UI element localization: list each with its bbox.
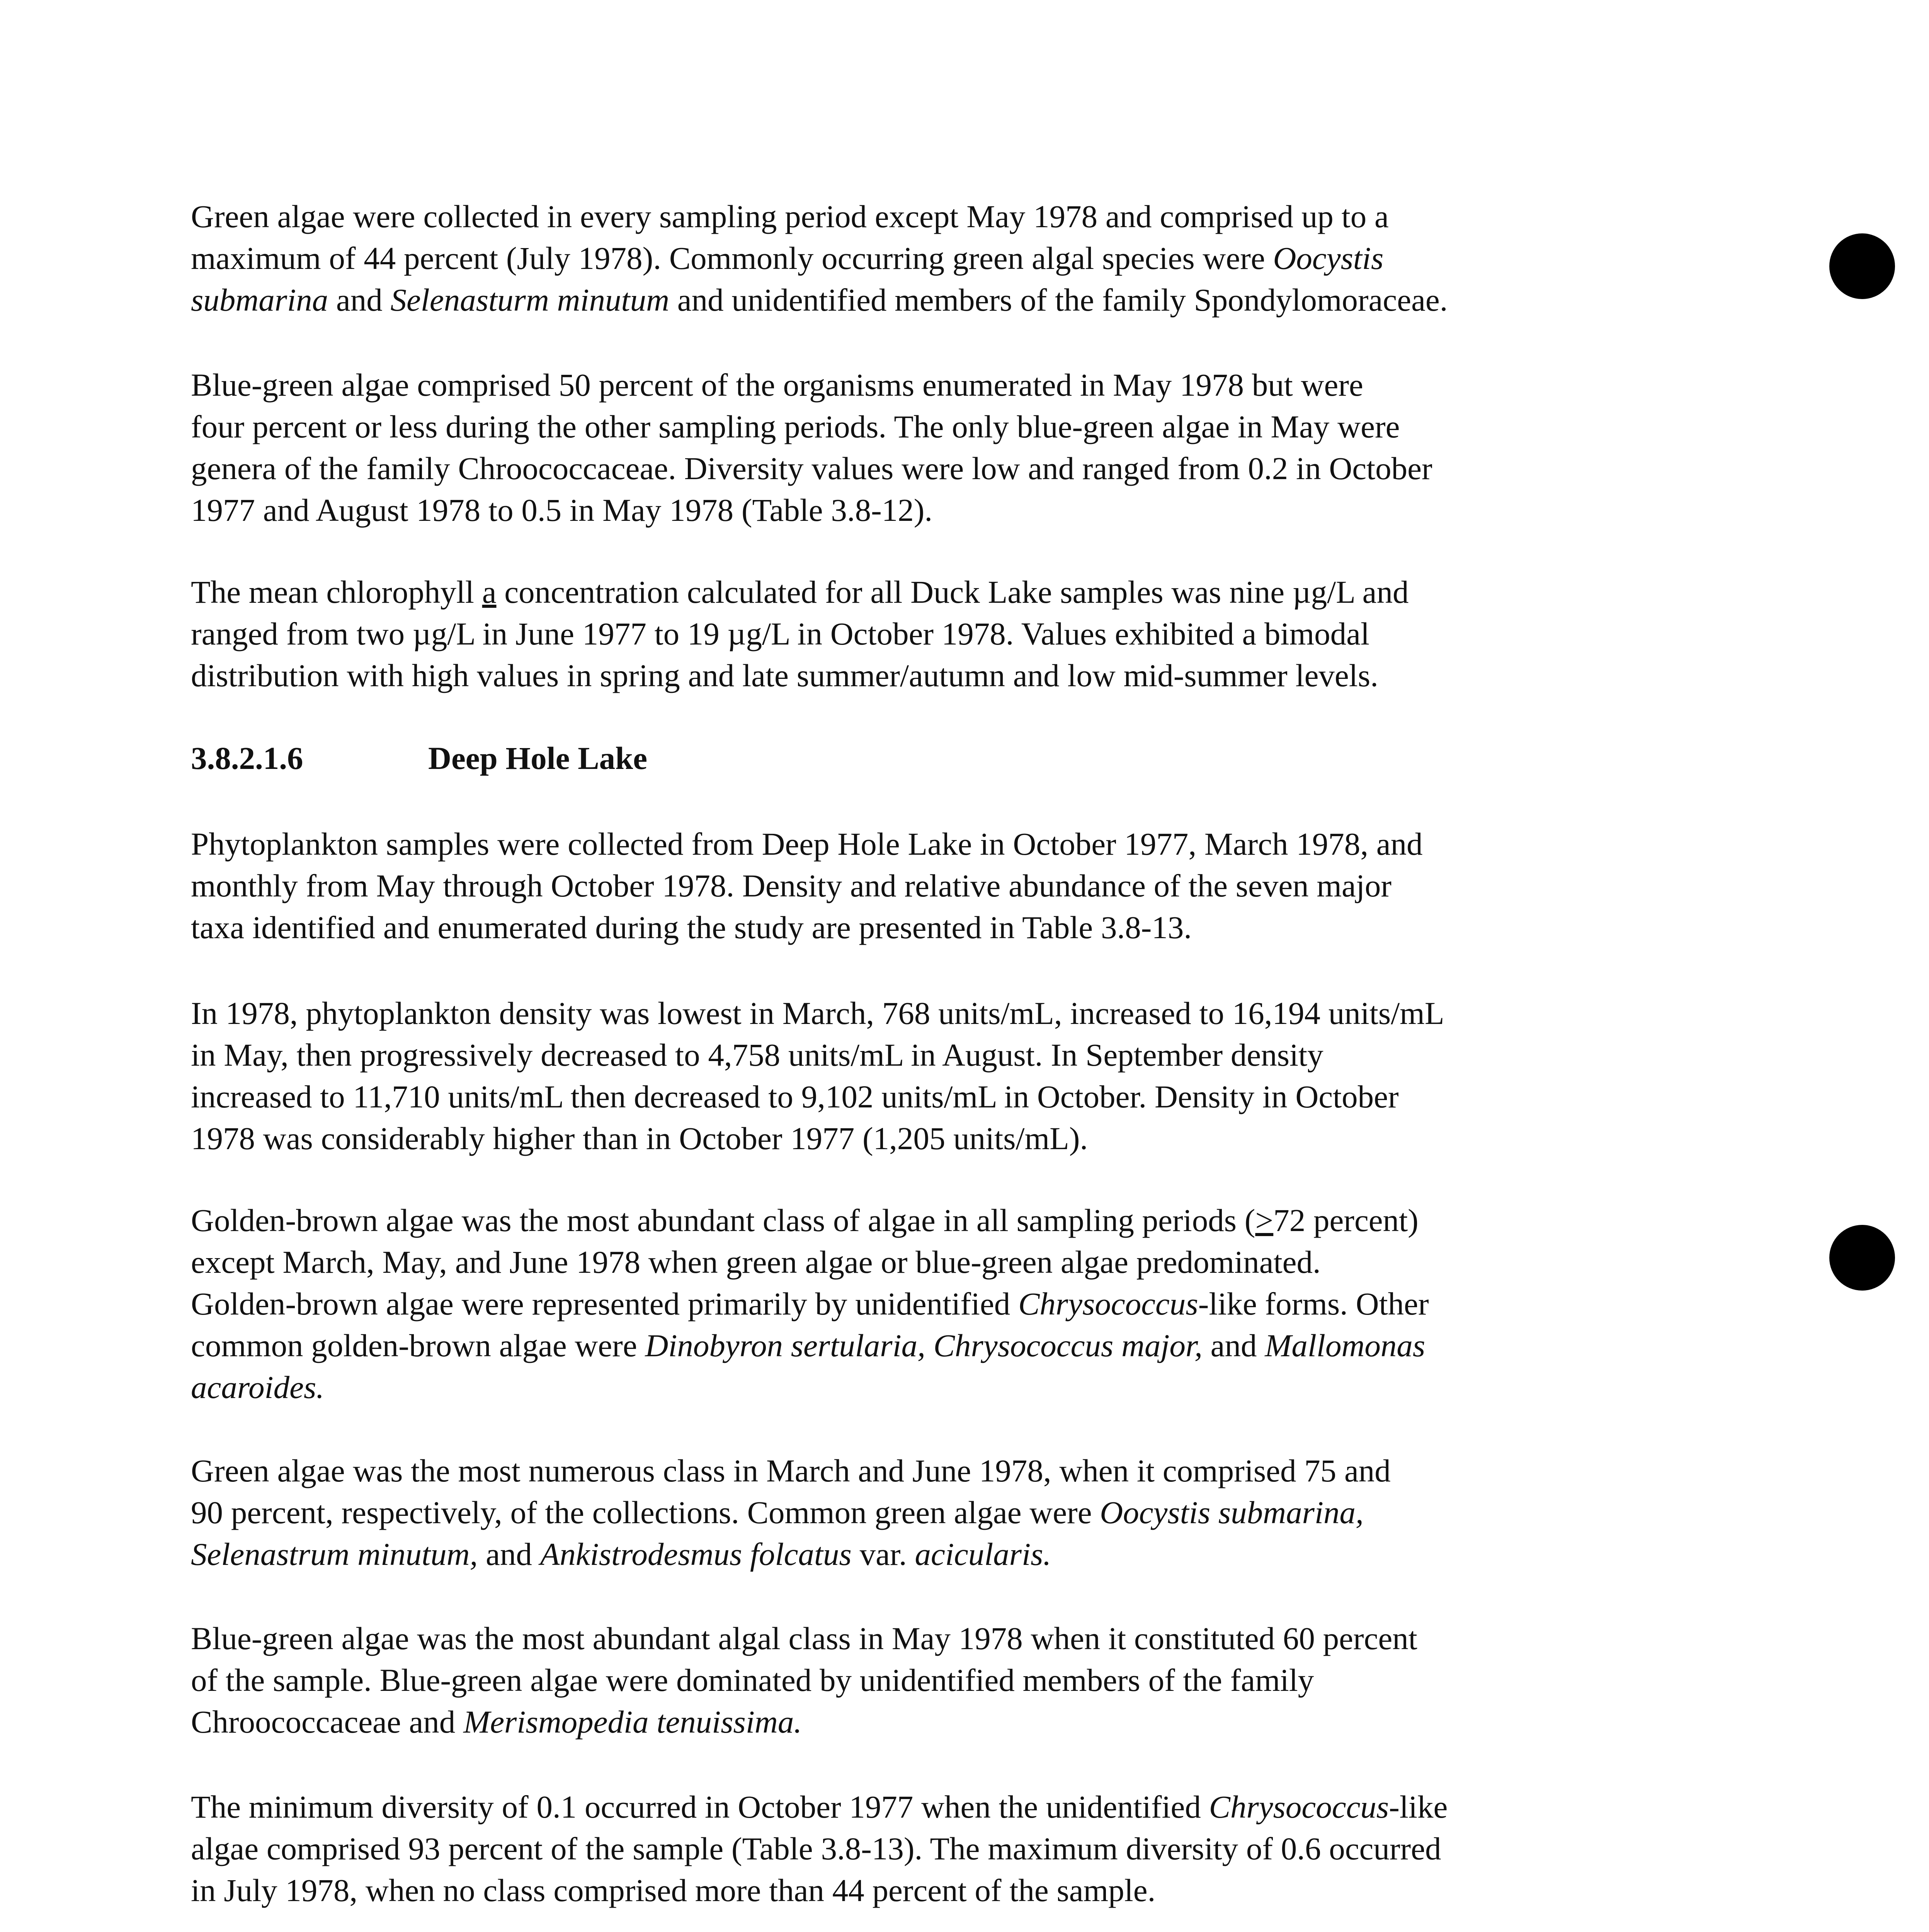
- text-line: 1977 and August 1978 to 0.5 in May 1978 (Table 3.8-12).: [191, 492, 933, 528]
- text-line: in May, then progressively decreased to 4,758 units/mL in August. In September density: [191, 1037, 1323, 1073]
- punch-hole-middle: [1829, 1225, 1895, 1291]
- text-line: ranged from two µg/L in June 1977 to 19 µg/L in October 1978. Values exhibited a bimodal: [191, 616, 1370, 651]
- text-line: increased to 11,710 units/mL then decreased to 9,102 units/mL in October. Density in October: [191, 1079, 1399, 1114]
- text-line: The mean chlorophyll a concentration calculated for all Duck Lake samples was nine µg/L and: [191, 574, 1409, 610]
- text-line: distribution with high values in spring and late summer/autumn and low mid-summer levels.: [191, 658, 1378, 693]
- paragraph-blue-green-duck: [191, 364, 1743, 531]
- text-line: except March, May, and June 1978 when green algae or blue-green algae predominated.: [191, 1244, 1321, 1280]
- text-line: common golden-brown algae were Dinobyron sertularia, Chrysococcus major, and Mallomonas: [191, 1328, 1425, 1363]
- paragraph-chlorophyll-duck: [191, 571, 1743, 696]
- section-title: Deep Hole Lake: [428, 740, 648, 776]
- text-line: Selenastrum minutum, and Ankistrodesmus folcatus var. acicularis.: [191, 1536, 1051, 1572]
- section-number: 3.8.2.1.6: [191, 740, 303, 776]
- paragraph-deep-hole-samples: [191, 823, 1743, 948]
- text-line: Golden-brown algae was the most abundant class of algae in all sampling periods (>72 percent): [191, 1202, 1419, 1238]
- text-line: Chroococcaceae and Merismopedia tenuissima.: [191, 1704, 802, 1740]
- paragraph-diversity: [191, 1786, 1743, 1911]
- text-line: The minimum diversity of 0.1 occurred in October 1977 when the unidentified Chrysococcus-like: [191, 1789, 1448, 1825]
- text-line: maximum of 44 percent (July 1978). Commonly occurring green algal species were Oocystis: [191, 240, 1384, 276]
- text-line: Blue-green algae was the most abundant algal class in May 1978 when it constituted 60 percent: [191, 1621, 1417, 1656]
- paragraph-golden-brown: [191, 1199, 1743, 1408]
- text-line: four percent or less during the other sampling periods. The only blue-green algae in May were: [191, 409, 1400, 444]
- text-line: of the sample. Blue-green algae were dominated by unidentified members of the family: [191, 1662, 1314, 1698]
- text-line: Golden-brown algae were represented primarily by unidentified Chrysococcus-like forms. Other: [191, 1286, 1429, 1321]
- text-line: Phytoplankton samples were collected from Deep Hole Lake in October 1977, March 1978, and: [191, 826, 1423, 862]
- punch-hole-top: [1829, 233, 1895, 299]
- text-line: algae comprised 93 percent of the sample (Table 3.8-13). The maximum diversity of 0.6 occurred: [191, 1831, 1441, 1866]
- text-line: genera of the family Chroococcaceae. Diversity values were low and ranged from 0.2 in October: [191, 451, 1432, 486]
- text-line: 90 percent, respectively, of the collections. Common green algae were Oocystis submarina,: [191, 1495, 1364, 1530]
- paragraph-green-algae-deep-hole: [191, 1450, 1743, 1575]
- paragraph-green-algae-duck: [191, 196, 1743, 321]
- paragraph-density: [191, 992, 1743, 1159]
- text-line: in July 1978, when no class comprised more than 44 percent of the sample.: [191, 1872, 1156, 1908]
- text-line: acaroides.: [191, 1369, 325, 1405]
- text-line: monthly from May through October 1978. Density and relative abundance of the seven major: [191, 868, 1392, 903]
- text-line: taxa identified and enumerated during the study are presented in Table 3.8-13.: [191, 910, 1192, 945]
- text-line: In 1978, phytoplankton density was lowest in March, 768 units/mL, increased to 16,194 units/mL: [191, 995, 1444, 1031]
- text-line: Green algae was the most numerous class in March and June 1978, when it comprised 75 and: [191, 1453, 1391, 1488]
- text-line: Green algae were collected in every sampling period except May 1978 and comprised up to a: [191, 199, 1389, 234]
- text-line: submarina and Selenasturm minutum and unidentified members of the family Spondylomoraceae.: [191, 282, 1448, 318]
- paragraph-blue-green-deep-hole: [191, 1617, 1743, 1743]
- text-line: 1978 was considerably higher than in October 1977 (1,205 units/mL).: [191, 1121, 1088, 1156]
- text-line: Blue-green algae comprised 50 percent of the organisms enumerated in May 1978 but were: [191, 367, 1363, 403]
